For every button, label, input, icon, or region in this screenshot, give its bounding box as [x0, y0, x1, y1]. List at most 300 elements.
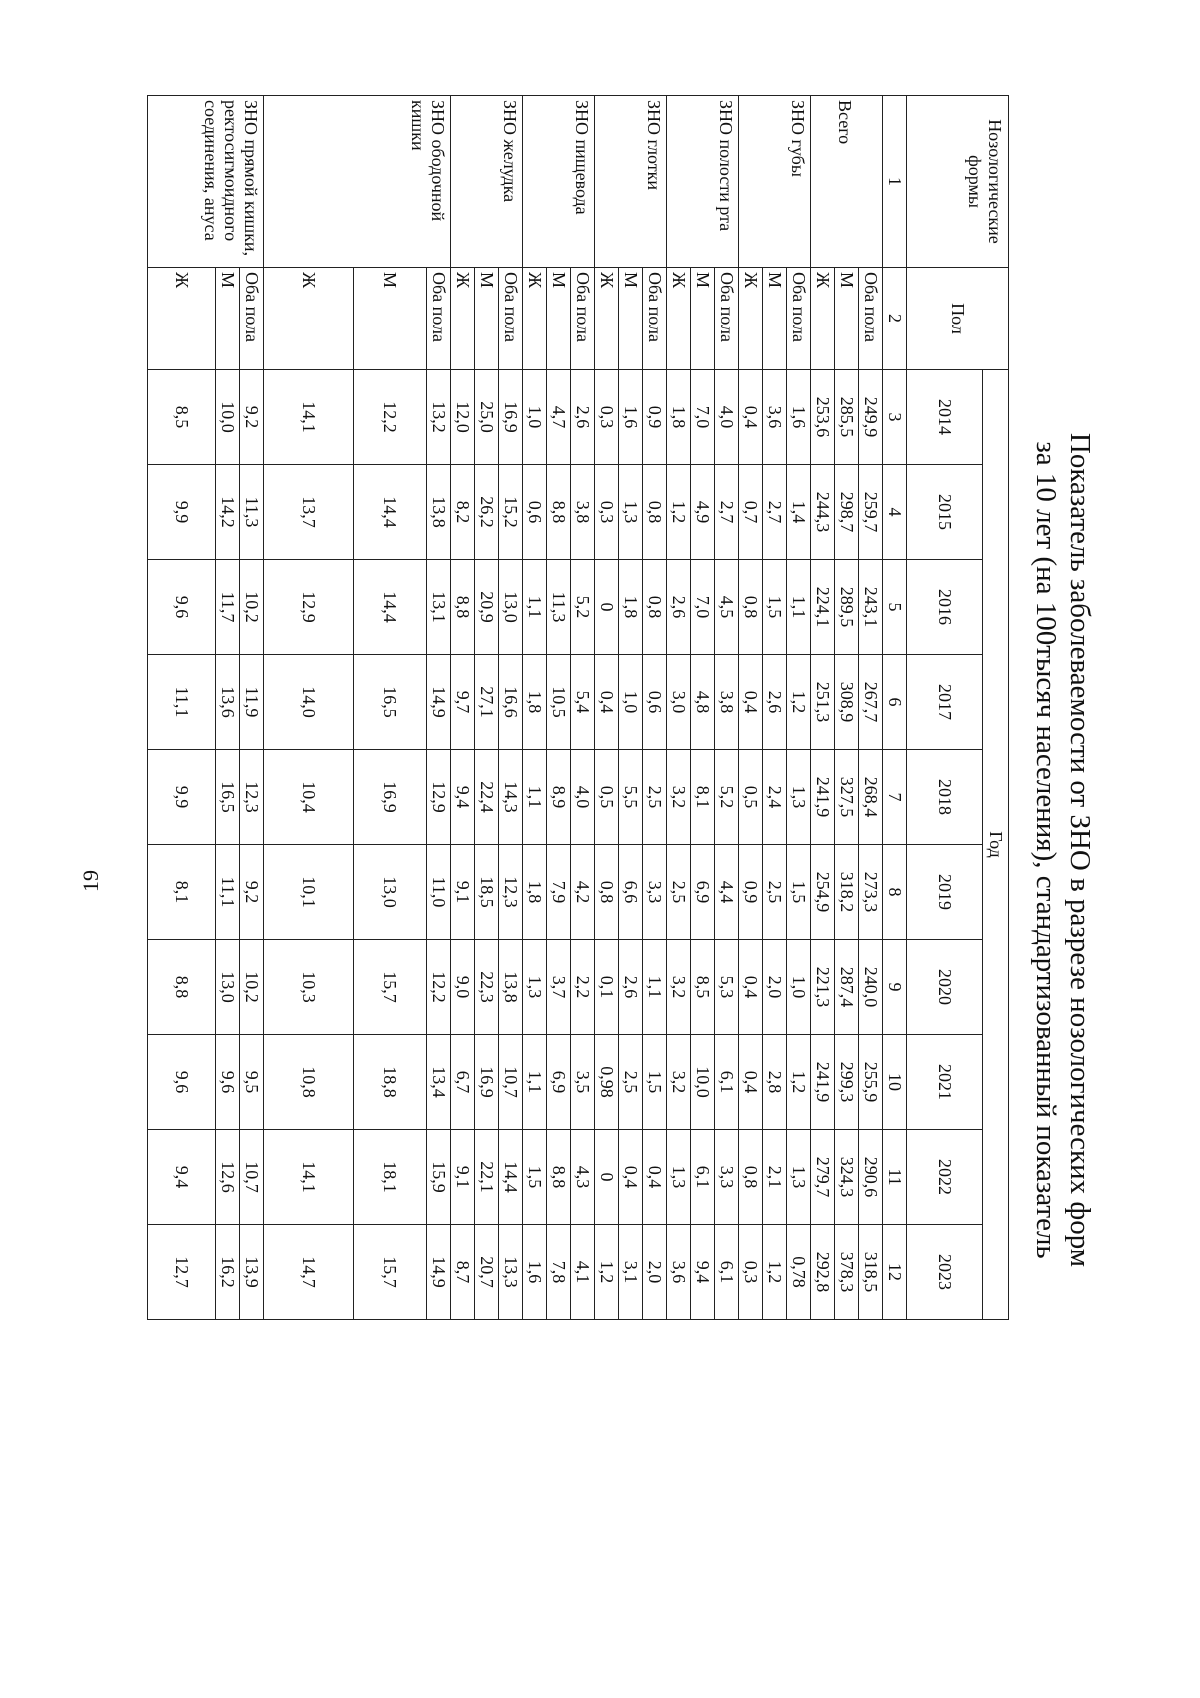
table-row — [354, 96, 427, 1320]
value-cell: 0,8 — [739, 560, 763, 655]
value-cell: 7,0 — [691, 370, 715, 465]
value-cell: 12,7 — [148, 1225, 216, 1320]
value-cell: 1,2 — [763, 1225, 787, 1320]
value-cell: 241,9 — [811, 1035, 835, 1130]
value-cell: 16,5 — [354, 655, 427, 750]
value-cell: 3,8 — [715, 655, 739, 750]
table-row — [427, 96, 451, 1320]
value-cell: 6,6 — [619, 845, 643, 940]
value-cell: 2,5 — [667, 845, 691, 940]
value-cell: 12,3 — [240, 750, 264, 845]
value-cell: 2,0 — [643, 1225, 667, 1320]
table-row — [787, 96, 811, 1320]
value-cell: 1,8 — [619, 560, 643, 655]
value-cell: 0,7 — [739, 465, 763, 560]
value-cell: 1,3 — [523, 940, 547, 1035]
value-cell: 5,3 — [715, 940, 739, 1035]
value-cell: 6,9 — [547, 1035, 571, 1130]
value-cell: 0,4 — [739, 655, 763, 750]
table-row — [835, 96, 859, 1320]
nosological-form-cell: ЗНО желудка — [451, 96, 523, 268]
column-index-row — [883, 96, 907, 1320]
value-cell: 10,1 — [264, 845, 354, 940]
table-row — [571, 96, 595, 1320]
value-cell: 9,2 — [240, 845, 264, 940]
sex-cell: Оба пола — [715, 268, 739, 370]
value-cell: 13,3 — [499, 1225, 523, 1320]
value-cell: 9,1 — [451, 1130, 475, 1225]
value-cell: 14,9 — [427, 655, 451, 750]
value-cell: 4,9 — [691, 465, 715, 560]
value-cell: 0,4 — [739, 370, 763, 465]
sex-cell: Оба пола — [427, 268, 451, 370]
value-cell: 18,8 — [354, 1035, 427, 1130]
value-cell: 254,9 — [811, 845, 835, 940]
value-cell: 3,3 — [715, 1130, 739, 1225]
value-cell: 14,7 — [264, 1225, 354, 1320]
value-cell: 1,2 — [595, 1225, 619, 1320]
value-cell: 6,9 — [691, 845, 715, 940]
value-cell: 13,0 — [354, 845, 427, 940]
value-cell: 4,0 — [715, 370, 739, 465]
value-cell: 249,9 — [859, 370, 883, 465]
value-cell: 2,6 — [667, 560, 691, 655]
value-cell: 0,8 — [643, 560, 667, 655]
value-cell: 9,5 — [240, 1035, 264, 1130]
table-title — [1029, 95, 1097, 1605]
value-cell: 14,1 — [264, 1130, 354, 1225]
sex-cell: М — [763, 268, 787, 370]
value-cell: 1,0 — [619, 655, 643, 750]
nosological-form-cell: Всего — [811, 96, 883, 268]
value-cell: 8,2 — [451, 465, 475, 560]
year-header: 2022 — [907, 1130, 983, 1225]
value-cell: 0,4 — [643, 1130, 667, 1225]
value-cell: 1,3 — [787, 1130, 811, 1225]
value-cell: 6,1 — [715, 1035, 739, 1130]
value-cell: 22,3 — [475, 940, 499, 1035]
value-cell: 8,7 — [451, 1225, 475, 1320]
value-cell: 1,6 — [619, 370, 643, 465]
value-cell: 318,2 — [835, 845, 859, 940]
sex-cell: М — [547, 268, 571, 370]
value-cell: 324,3 — [835, 1130, 859, 1225]
value-cell: 2,6 — [763, 655, 787, 750]
value-cell: 0,4 — [739, 940, 763, 1035]
value-cell: 279,7 — [811, 1130, 835, 1225]
value-cell: 259,7 — [859, 465, 883, 560]
value-cell: 8,1 — [148, 845, 216, 940]
value-cell: 12,6 — [216, 1130, 240, 1225]
value-cell: 0 — [595, 1130, 619, 1225]
sex-cell: Оба пола — [571, 268, 595, 370]
table-row — [691, 96, 715, 1320]
value-cell: 1,8 — [667, 370, 691, 465]
value-cell: 2,5 — [619, 1035, 643, 1130]
value-cell: 1,8 — [523, 845, 547, 940]
year-header: 2016 — [907, 560, 983, 655]
value-cell: 378,3 — [835, 1225, 859, 1320]
value-cell: 2,5 — [763, 845, 787, 940]
value-cell: 2,0 — [763, 940, 787, 1035]
column-index-cell: 3 — [883, 370, 907, 465]
value-cell: 10,4 — [264, 750, 354, 845]
value-cell: 11,1 — [216, 845, 240, 940]
value-cell: 1,1 — [523, 560, 547, 655]
value-cell: 0,4 — [619, 1130, 643, 1225]
nosological-form-cell: ЗНО полости рта — [667, 96, 739, 268]
value-cell: 9,7 — [451, 655, 475, 750]
value-cell: 8,8 — [547, 1130, 571, 1225]
value-cell: 1,1 — [523, 750, 547, 845]
value-cell: 14,3 — [499, 750, 523, 845]
value-cell: 1,1 — [643, 940, 667, 1035]
value-cell: 2,1 — [763, 1130, 787, 1225]
sex-cell: М — [354, 268, 427, 370]
value-cell: 15,7 — [354, 940, 427, 1035]
value-cell: 16,6 — [499, 655, 523, 750]
value-cell: 9,1 — [451, 845, 475, 940]
value-cell: 0,8 — [739, 1130, 763, 1225]
value-cell: 15,2 — [499, 465, 523, 560]
value-cell: 224,1 — [811, 560, 835, 655]
year-header: 2015 — [907, 465, 983, 560]
value-cell: 240,0 — [859, 940, 883, 1035]
sex-cell: М — [691, 268, 715, 370]
value-cell: 10,2 — [240, 560, 264, 655]
sex-cell: Оба пола — [240, 268, 264, 370]
column-index-cell: 6 — [883, 655, 907, 750]
value-cell: 8,5 — [148, 370, 216, 465]
value-cell: 255,9 — [859, 1035, 883, 1130]
value-cell: 0,5 — [595, 750, 619, 845]
table-row — [216, 96, 240, 1320]
value-cell: 16,5 — [216, 750, 240, 845]
value-cell: 3,6 — [763, 370, 787, 465]
value-cell: 8,9 — [547, 750, 571, 845]
value-cell: 14,4 — [354, 465, 427, 560]
value-cell: 5,5 — [619, 750, 643, 845]
table-row — [595, 96, 619, 1320]
value-cell: 2,8 — [763, 1035, 787, 1130]
value-cell: 0,3 — [739, 1225, 763, 1320]
value-cell: 5,4 — [571, 655, 595, 750]
value-cell: 10,5 — [547, 655, 571, 750]
sex-cell: Ж — [739, 268, 763, 370]
title-line-1: Показатель заболеваемости от ЗНО в разрезе нозологических форм — [1064, 432, 1096, 1268]
value-cell: 16,9 — [475, 1035, 499, 1130]
value-cell: 0,98 — [595, 1035, 619, 1130]
table-row — [739, 96, 763, 1320]
value-cell: 1,5 — [643, 1035, 667, 1130]
value-cell: 1,2 — [787, 1035, 811, 1130]
year-header: 2017 — [907, 655, 983, 750]
value-cell: 2,2 — [571, 940, 595, 1035]
value-cell: 8,1 — [691, 750, 715, 845]
column-index-cell: 8 — [883, 845, 907, 940]
table-row — [148, 96, 216, 1320]
value-cell: 0,4 — [739, 1035, 763, 1130]
value-cell: 4,0 — [571, 750, 595, 845]
value-cell: 5,2 — [715, 750, 739, 845]
value-cell: 12,0 — [451, 370, 475, 465]
value-cell: 12,2 — [427, 940, 451, 1035]
value-cell: 11,9 — [240, 655, 264, 750]
column-index-cell: 5 — [883, 560, 907, 655]
header-sex: Пол — [907, 268, 1009, 370]
value-cell: 10,2 — [240, 940, 264, 1035]
column-index-cell: 12 — [883, 1225, 907, 1320]
value-cell: 3,3 — [643, 845, 667, 940]
value-cell: 1,5 — [523, 1130, 547, 1225]
incidence-table — [147, 95, 1009, 1320]
column-index-cell: 9 — [883, 940, 907, 1035]
value-cell: 6,7 — [451, 1035, 475, 1130]
value-cell: 14,4 — [354, 560, 427, 655]
year-header: 2019 — [907, 845, 983, 940]
value-cell: 13,0 — [499, 560, 523, 655]
table-row — [240, 96, 264, 1320]
value-cell: 241,9 — [811, 750, 835, 845]
value-cell: 4,3 — [571, 1130, 595, 1225]
value-cell: 0,3 — [595, 370, 619, 465]
sex-cell: М — [619, 268, 643, 370]
value-cell: 9,6 — [216, 1035, 240, 1130]
value-cell: 0,1 — [595, 940, 619, 1035]
year-header: 2021 — [907, 1035, 983, 1130]
value-cell: 13,2 — [427, 370, 451, 465]
value-cell: 14,1 — [264, 370, 354, 465]
value-cell: 0,6 — [523, 465, 547, 560]
value-cell: 20,9 — [475, 560, 499, 655]
rotated-page-content — [117, 95, 1097, 1605]
column-index-cell: 11 — [883, 1130, 907, 1225]
nosological-form-cell: ЗНО ободочной кишки — [264, 96, 451, 268]
sex-cell: М — [835, 268, 859, 370]
value-cell: 26,2 — [475, 465, 499, 560]
value-cell: 1,5 — [763, 560, 787, 655]
value-cell: 3,6 — [667, 1225, 691, 1320]
value-cell: 0,9 — [643, 370, 667, 465]
value-cell: 1,1 — [787, 560, 811, 655]
value-cell: 13,8 — [427, 465, 451, 560]
value-cell: 3,0 — [667, 655, 691, 750]
value-cell: 8,8 — [148, 940, 216, 1035]
value-cell: 16,9 — [499, 370, 523, 465]
value-cell: 7,0 — [691, 560, 715, 655]
sex-cell: Оба пола — [787, 268, 811, 370]
value-cell: 22,4 — [475, 750, 499, 845]
value-cell: 18,5 — [475, 845, 499, 940]
value-cell: 1,4 — [787, 465, 811, 560]
value-cell: 4,5 — [715, 560, 739, 655]
value-cell: 7,8 — [547, 1225, 571, 1320]
value-cell: 2,5 — [643, 750, 667, 845]
value-cell: 1,3 — [787, 750, 811, 845]
sex-cell: Ж — [595, 268, 619, 370]
value-cell: 22,1 — [475, 1130, 499, 1225]
value-cell: 285,5 — [835, 370, 859, 465]
value-cell: 273,3 — [859, 845, 883, 940]
value-cell: 10,3 — [264, 940, 354, 1035]
value-cell: 0,78 — [787, 1225, 811, 1320]
sex-cell: Ж — [523, 268, 547, 370]
value-cell: 308,9 — [835, 655, 859, 750]
value-cell: 289,5 — [835, 560, 859, 655]
year-header: 2023 — [907, 1225, 983, 1320]
sex-cell: Оба пола — [859, 268, 883, 370]
value-cell: 221,3 — [811, 940, 835, 1035]
table-row — [619, 96, 643, 1320]
value-cell: 3,5 — [571, 1035, 595, 1130]
value-cell: 0,6 — [643, 655, 667, 750]
value-cell: 14,0 — [264, 655, 354, 750]
sex-cell: Ж — [451, 268, 475, 370]
table-row — [451, 96, 475, 1320]
table-row — [523, 96, 547, 1320]
table-row — [811, 96, 835, 1320]
page-number: 19 — [78, 870, 103, 892]
value-cell: 18,1 — [354, 1130, 427, 1225]
table-row — [667, 96, 691, 1320]
value-cell: 11,1 — [148, 655, 216, 750]
value-cell: 287,4 — [835, 940, 859, 1035]
value-cell: 13,9 — [240, 1225, 264, 1320]
value-cell: 3,1 — [619, 1225, 643, 1320]
value-cell: 14,2 — [216, 465, 240, 560]
column-index-cell: 4 — [883, 465, 907, 560]
value-cell: 9,4 — [691, 1225, 715, 1320]
value-cell: 11,0 — [427, 845, 451, 940]
sex-cell: Оба пола — [499, 268, 523, 370]
value-cell: 12,2 — [354, 370, 427, 465]
value-cell: 11,3 — [240, 465, 264, 560]
value-cell: 318,5 — [859, 1225, 883, 1320]
value-cell: 2,4 — [763, 750, 787, 845]
value-cell: 11,7 — [216, 560, 240, 655]
value-cell: 9,2 — [240, 370, 264, 465]
value-cell: 13,1 — [427, 560, 451, 655]
value-cell: 13,0 — [216, 940, 240, 1035]
sex-cell: Оба пола — [643, 268, 667, 370]
table-row — [499, 96, 523, 1320]
table-row — [547, 96, 571, 1320]
table-row — [643, 96, 667, 1320]
value-cell: 0,4 — [595, 655, 619, 750]
value-cell: 16,2 — [216, 1225, 240, 1320]
value-cell: 1,2 — [787, 655, 811, 750]
header-forms: Нозологические формы — [907, 96, 1009, 268]
value-cell: 4,4 — [715, 845, 739, 940]
sex-cell: Ж — [811, 268, 835, 370]
value-cell: 9,6 — [148, 1035, 216, 1130]
value-cell: 0,9 — [739, 845, 763, 940]
year-header: 2014 — [907, 370, 983, 465]
table-row — [475, 96, 499, 1320]
value-cell: 9,9 — [148, 750, 216, 845]
column-index-cell: 1 — [883, 96, 907, 268]
nosological-form-cell: ЗНО глотки — [595, 96, 667, 268]
value-cell: 3,2 — [667, 1035, 691, 1130]
value-cell: 268,4 — [859, 750, 883, 845]
value-cell: 8,8 — [451, 560, 475, 655]
value-cell: 15,7 — [354, 1225, 427, 1320]
value-cell: 327,5 — [835, 750, 859, 845]
value-cell: 10,0 — [216, 370, 240, 465]
value-cell: 9,0 — [451, 940, 475, 1035]
value-cell: 10,0 — [691, 1035, 715, 1130]
sex-cell: Ж — [148, 268, 216, 370]
value-cell: 11,3 — [547, 560, 571, 655]
value-cell: 1,6 — [523, 1225, 547, 1320]
value-cell: 4,2 — [571, 845, 595, 940]
value-cell: 2,6 — [571, 370, 595, 465]
value-cell: 14,9 — [427, 1225, 451, 1320]
sex-cell: Ж — [264, 268, 354, 370]
value-cell: 9,9 — [148, 465, 216, 560]
value-cell: 7,9 — [547, 845, 571, 940]
value-cell: 290,6 — [859, 1130, 883, 1225]
value-cell: 4,7 — [547, 370, 571, 465]
value-cell: 13,7 — [264, 465, 354, 560]
value-cell: 298,7 — [835, 465, 859, 560]
value-cell: 10,7 — [499, 1035, 523, 1130]
table-body — [148, 96, 883, 1320]
column-index-cell: 2 — [883, 268, 907, 370]
value-cell: 0,8 — [595, 845, 619, 940]
value-cell: 20,7 — [475, 1225, 499, 1320]
value-cell: 12,9 — [427, 750, 451, 845]
value-cell: 9,4 — [451, 750, 475, 845]
value-cell: 1,3 — [667, 1130, 691, 1225]
value-cell: 3,8 — [571, 465, 595, 560]
value-cell: 13,8 — [499, 940, 523, 1035]
value-cell: 10,8 — [264, 1035, 354, 1130]
value-cell: 9,4 — [148, 1130, 216, 1225]
table-row — [763, 96, 787, 1320]
value-cell: 1,0 — [523, 370, 547, 465]
value-cell: 12,3 — [499, 845, 523, 940]
sex-cell: Ж — [667, 268, 691, 370]
value-cell: 6,1 — [715, 1225, 739, 1320]
value-cell: 8,8 — [547, 465, 571, 560]
value-cell: 3,2 — [667, 750, 691, 845]
nosological-form-cell: ЗНО губы — [739, 96, 811, 268]
value-cell: 6,1 — [691, 1130, 715, 1225]
value-cell: 25,0 — [475, 370, 499, 465]
value-cell: 3,7 — [547, 940, 571, 1035]
value-cell: 1,2 — [667, 465, 691, 560]
year-header: 2020 — [907, 940, 983, 1035]
value-cell: 1,8 — [523, 655, 547, 750]
value-cell: 2,7 — [715, 465, 739, 560]
header-year: Год — [983, 370, 1009, 1320]
table-row — [264, 96, 354, 1320]
value-cell: 16,9 — [354, 750, 427, 845]
value-cell: 14,4 — [499, 1130, 523, 1225]
value-cell: 4,8 — [691, 655, 715, 750]
column-index-cell: 7 — [883, 750, 907, 845]
value-cell: 1,0 — [787, 940, 811, 1035]
value-cell: 253,6 — [811, 370, 835, 465]
value-cell: 12,9 — [264, 560, 354, 655]
value-cell: 2,7 — [763, 465, 787, 560]
value-cell: 0,3 — [595, 465, 619, 560]
value-cell: 9,6 — [148, 560, 216, 655]
value-cell: 3,2 — [667, 940, 691, 1035]
value-cell: 244,3 — [811, 465, 835, 560]
value-cell: 267,7 — [859, 655, 883, 750]
